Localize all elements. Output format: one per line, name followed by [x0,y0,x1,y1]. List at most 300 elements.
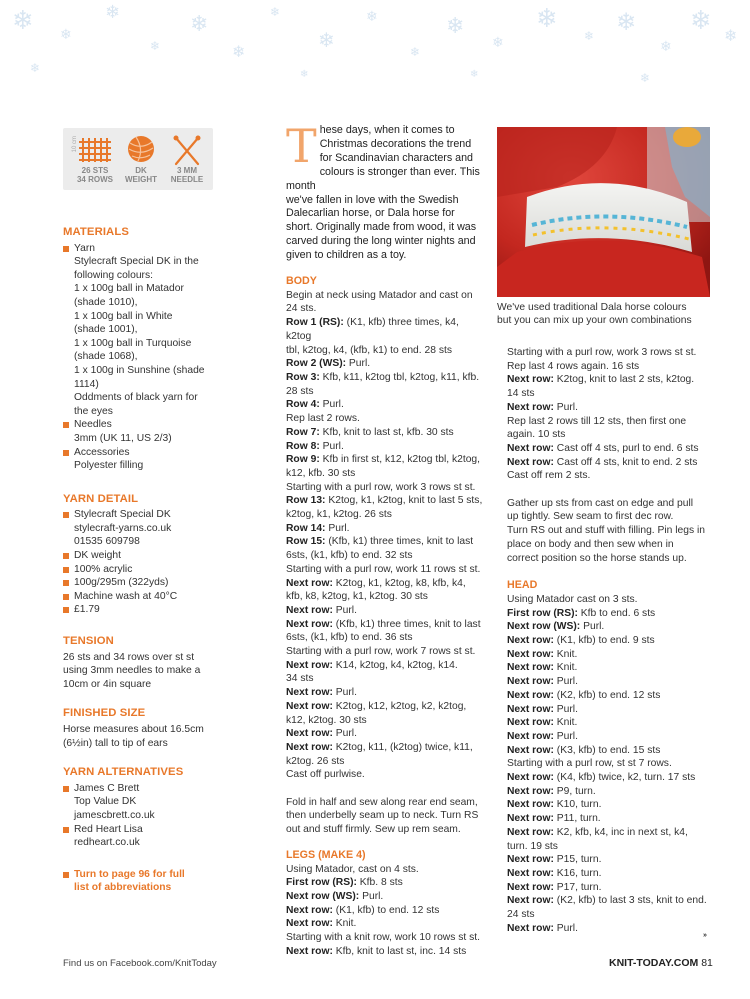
snowflake-icon: ❄ [640,71,651,85]
instruction-text: up tightly. Sew seam to first dec row. [507,511,674,523]
instruction-text: Kfb, knit to last st, inc. 14 sts [332,945,467,957]
instruction-row-label: Next row: [507,826,554,838]
instruction-text: Knit. [332,918,357,930]
instruction-text: turn. 19 sts [507,840,558,852]
instruction-row-label: Next row: [286,687,333,699]
head-instruction-line [507,894,712,908]
instruction-row-label: Row 1 (RS): [286,317,344,329]
instruction-row-label: Row 3: [286,371,320,383]
head-instructions [507,593,712,936]
body-instruction-line [286,618,484,632]
snowflake-icon: ❄ [318,28,335,52]
yarn-detail-item: 100% acrylic [63,563,223,577]
yarn-alternative-item: Red Heart Lisa [63,823,223,837]
snowflake-icon: ❄ [270,5,281,19]
snowflake-icon: ❄ [105,2,121,23]
instruction-text: K2tog, knit to last 2 sts, k2tog. [553,374,695,386]
yarn-alternative-item: James C Brett [63,782,223,796]
legs-instructions [286,863,484,959]
legs-continued-line [507,442,712,456]
instruction-row-label: Next row (WS): [286,890,360,902]
intro-line: Christmas decorations the trend [319,137,472,150]
footer-page-number: 81 [701,957,713,969]
instruction-text: 24 sts [507,909,535,921]
head-instruction-line [507,798,712,812]
snowflake-icon: ❄ [536,4,558,34]
instruction-text: 14 sts [507,388,535,400]
instruction-text: Starting with a purl row, work 11 rows st st. [286,563,481,575]
instruction-text: kfb, k8, k2tog, k1, k2tog. 30 sts [286,591,428,603]
instruction-row-label: Next row: [507,895,554,907]
head-instruction-line [507,840,712,854]
instruction-text: (K1, kfb) to end. 12 sts [332,904,440,916]
body-instruction-line [286,508,484,522]
instruction-row-label: Next row: [507,442,554,454]
instruction-row-label: Next row: [507,799,554,811]
footer-facebook: Find us on Facebook.com/KnitToday [63,958,217,969]
instruction-row-label: Next row: [507,635,554,647]
body-instruction-line [286,357,484,371]
instruction-row-label: Next row: [507,676,554,688]
instruction-text: Kfb, knit to last st, kfb. 30 sts [319,426,454,438]
instruction-text: tbl, k2tog, k4, (kfb, k1) to end. 28 sts [286,344,452,356]
instruction-text: (K2, kfb) to last 3 sts, knit to end. [553,895,707,907]
head-instruction-line [507,607,712,621]
instruction-row-label: Next row: [286,918,333,930]
instruction-text: P17, turn. [553,881,602,893]
yarn-line: 1114) [74,378,99,390]
yarn-alternatives-list [63,782,223,850]
head-instruction-line [507,757,712,771]
instruction-text: Purl. [332,604,357,616]
body-instruction-line [286,659,484,673]
instruction-row-label: Next row: [507,813,554,825]
instruction-text: correct position so the horse stands up. [507,552,687,564]
instruction-text: K16, turn. [553,868,602,879]
instruction-text: P11, turn. [553,813,601,825]
body-instruction-line [286,755,484,769]
head-instruction-line [507,908,712,922]
legs-continued-line [507,428,712,442]
legs-continued-line [507,346,712,360]
instruction-text: K2tog, k1, k2tog, knit to last 5 sts, [325,495,483,507]
body-instruction-line [286,645,484,659]
body-instruction-line [286,371,484,385]
instruction-text: Rep last 4 rows again. 16 sts [507,360,640,372]
yarn-detail-item: £1.79 [63,603,223,617]
instruction-text: Purl. [319,440,344,452]
body-instruction-line [286,316,484,343]
yarn-detail-item: Machine wash at 40°C [63,590,223,604]
instruction-text: Knit. [553,662,578,674]
yarn-alternative-item-detail: jamescbrett.co.uk [74,809,155,821]
footer-site: KNIT-TODAY.COM [609,957,699,969]
body-instruction-line [286,522,484,536]
instruction-row-label: Next row: [507,401,554,413]
intro-line: carved during the long winter nights and [286,235,476,248]
legs-continued-line [507,401,712,415]
body-instruction-line [286,686,484,700]
body-instruction-line [286,412,484,426]
tension-square-size-label: 10 cm [72,136,78,153]
body-instruction-line [286,700,484,714]
instruction-text: Cast off rem 2 sts. [507,470,591,482]
instruction-text: Purl. [553,676,578,688]
instruction-text: Cast off purlwise. [286,769,365,781]
yarn-alternative-item-detail: redheart.co.uk [74,837,140,849]
instruction-row-label: Next row: [507,730,554,742]
instruction-text: Fold in half and sew along rear end seam, [286,796,478,808]
materials-accessories-item: Accessories [63,446,223,460]
body-instruction-line [286,494,484,508]
instruction-row-label: Next row: [507,689,554,701]
body-instruction-line [286,782,484,796]
intro-paragraph [286,119,484,263]
head-instruction-line [507,853,712,867]
snowflake-icon: ❄ [12,6,34,36]
body-instruction-line [286,467,484,481]
head-instruction-line [507,730,712,744]
yarn-line: 1 x 100g in Sunshine (shade [74,364,205,376]
legs-instruction-line [286,863,484,877]
head-instruction-line [507,661,712,675]
instruction-text: K10, turn. [553,799,602,811]
instruction-row-label: Next row: [507,854,554,866]
footer-site-page [609,957,713,969]
instruction-text: Starting with a purl row, work 7 rows st st. [286,646,476,658]
snowflake-icon: ❄ [150,39,161,53]
tension-text [63,651,223,692]
middle-column [286,119,484,959]
yarn-line: (shade 1001), [74,324,138,336]
instruction-text: K2, kfb, k4, inc in next st, k4, [553,826,688,838]
instruction-text: k2tog, k1, k2tog. 26 sts [286,509,392,521]
legs-continued-line [507,497,712,511]
instruction-row-label: Row 7: [286,426,320,438]
head-instruction-line [507,634,712,648]
body-instruction-line [286,727,484,741]
instruction-text: Starting with a purl row, work 3 rows st st. [286,481,476,493]
materials-yarn-item: Yarn [63,242,223,256]
snowflake-icon: ❄ [470,69,479,80]
yarn-alternatives-heading: YARN ALTERNATIVES [63,766,184,779]
abbreviations-note: Turn to page 96 for full list of abbreviations [63,868,223,895]
materials-yarn-lines [63,255,223,418]
instruction-row-label: Row 13: [286,495,326,507]
intro-line: Dalecarlian horse, or Dala horse for [286,207,455,220]
instruction-text: then underbelly seam up to neck. Turn RS [286,810,479,822]
tension-stitch-label: 26 STS 34 ROWS [76,166,113,184]
yarn-line: Oddments of black yarn for [74,392,198,404]
legs-continued-line [507,415,712,429]
instruction-row-label: Row 4: [286,399,320,411]
intro-line: hese days, when it comes to [319,124,455,136]
snowflake-icon: ❄ [616,8,637,36]
instruction-row-label: Next row: [286,728,333,740]
instruction-text: out and stuff firmly. Sew up rem seam. [286,824,461,836]
body-instruction-line [286,672,484,686]
instruction-row-label: Next row (WS): [507,621,581,633]
head-instruction-line [507,620,712,634]
instruction-text: Starting with a purl row, work 3 rows st st. [507,347,697,358]
yarn-line: (shade 1010), [74,296,138,308]
body-instruction-line [286,604,484,618]
instruction-row-label: Next row: [507,868,554,879]
intro-line: for Scandinavian characters and [319,151,473,164]
head-instruction-line [507,771,712,785]
instruction-text: P9, turn. [553,785,596,797]
head-heading: HEAD [507,579,538,592]
legs-continued-line [507,483,712,497]
body-instructions [286,289,484,837]
instruction-row-label: Row 15: [286,536,326,548]
body-instruction-line [286,440,484,454]
instruction-row-label: First row (RS): [507,607,578,619]
body-instruction-line [286,344,484,358]
instruction-text: (K1, kfb) three times, k4, k2tog [286,317,459,342]
body-instruction-line [286,741,484,755]
instruction-text: Purl. [332,687,357,699]
snowflake-icon: ❄ [60,27,72,43]
instruction-text: Purl. [553,401,578,413]
right-column [507,346,712,936]
yarn-line: (shade 1068), [74,351,138,363]
head-instruction-line [507,744,712,758]
snowflake-icon: ❄ [660,39,672,55]
yarn-line: following colours: [74,269,153,281]
instruction-text: P15, turn. [553,854,602,866]
instruction-row-label: Next row: [507,881,554,893]
instruction-text: Using Matador cast on 3 sts. [507,593,638,605]
instruction-text: Kfb to end. 6 sts [577,607,656,619]
legs-instruction-line [286,904,484,918]
instruction-text: Cast off 4 sts, purl to end. 6 sts [553,442,699,454]
body-instruction-line [286,563,484,577]
legs-instruction-line [286,890,484,904]
body-instruction-line [286,714,484,728]
legs-instruction-line [286,876,484,890]
yarn-detail-item: 100g/295m (322yds) [63,576,223,590]
intro-line: colours is stronger than ever. This month [286,165,480,192]
yarn-line: Stylecraft Special DK in the [74,256,199,268]
instruction-text: K2tog, k1, k2tog, k8, kfb, k4, [332,577,466,589]
yarn-line: 1 x 100g ball in White [74,310,173,322]
body-instruction-line [286,398,484,412]
body-instruction-line [286,453,484,467]
yarn-alternative-item-detail: Top Value DK [74,796,137,808]
instruction-text: Purl. [332,728,357,740]
body-instruction-line [286,535,484,549]
snowflake-icon: ❄ [584,29,595,43]
instruction-text: Turn RS out and stuff with filling. Pin legs in [507,525,706,537]
tension-line: using 3mm needles to make a [63,665,201,677]
instruction-text: Purl. [553,730,578,742]
instruction-text: k2tog. 26 sts [286,755,345,767]
instruction-text: Gather up sts from cast on edge and pull [507,497,694,509]
instruction-text: Kfb. 8 sts [356,877,403,889]
materials-needles-detail: 3mm (UK 11, US 2/3) [74,432,172,444]
snowflake-icon: ❄ [446,14,465,39]
legs-continued-line [507,510,712,524]
size-line: (6½in) tall to tip of ears [63,737,168,749]
snowflake-icon: ❄ [410,45,421,59]
yarn-detail-item: Stylecraft Special DK [63,508,223,522]
instruction-text: (K2, kfb) to end. 12 sts [553,689,661,701]
tension-line: 26 sts and 34 rows over st st [63,651,195,663]
instruction-row-label: Next row: [507,717,554,729]
finished-size-text [63,723,223,750]
instruction-row-label: Next row: [507,785,554,797]
yarn-detail-heading: YARN DETAIL [63,492,139,505]
yarn-line: the eyes [74,405,113,417]
head-instruction-line [507,689,712,703]
yarn-ball-icon [121,134,161,169]
head-instruction-line [507,881,712,895]
instruction-row-label: Next row: [286,618,333,630]
instruction-row-label: Next row: [286,577,333,589]
yarn-line: 1 x 100g ball in Matador [74,283,184,295]
snowflake-header [0,0,750,90]
yarn-detail-list [63,508,223,617]
instruction-text: Starting with a purl row, st st 7 rows. [507,758,672,770]
legs-continued-line [507,538,712,552]
instruction-row-label: Next row: [507,744,554,756]
intro-line: short. Originally made from wood, it was [286,221,477,234]
snowflake-icon: ❄ [366,9,378,25]
instruction-row-label: Row 8: [286,440,320,452]
head-instruction-line [507,675,712,689]
finished-size-heading: FINISHED SIZE [63,707,146,720]
body-instruction-line [286,796,484,810]
instruction-text: Starting with a knit row, work 10 rows st st. [286,932,480,944]
legs-continued-line [507,524,712,538]
instruction-text: Kfb in first st, k12, k2tog tbl, k2tog, [319,454,481,466]
snowflake-icon: ❄ [30,61,41,75]
left-column [63,128,223,895]
body-instruction-line [286,590,484,604]
body-instruction-line [286,481,484,495]
instruction-text: Purl. [553,922,578,934]
size-line: Horse measures about 16.5cm [63,724,204,735]
instruction-text: (Kfb, k1) three times, knit to last [325,536,474,548]
end-mark: » [703,932,707,939]
instruction-text: 6sts, (k1, kfb) to end. 36 sts [286,632,413,644]
instruction-text: 6sts, (k1, kfb) to end. 32 sts [286,550,413,562]
snowflake-icon: ❄ [492,35,504,51]
snowflake-icon: ❄ [724,26,738,45]
instruction-text: (K4, kfb) twice, k2, turn. 17 sts [553,772,696,784]
instruction-text: Rep last 2 rows. [286,413,360,425]
instruction-text: again. 10 sts [507,429,566,441]
instruction-text: k12, k2tog. 30 sts [286,714,367,726]
instruction-text: (K3, kfb) to end. 15 sts [553,744,661,756]
materials-needles-item: Needles [63,418,223,432]
instruction-row-label: Next row: [286,700,333,712]
snowflake-icon: ❄ [690,6,712,36]
legs-continued-line [507,373,712,387]
instruction-row-label: Next row: [507,703,554,715]
instruction-row-label: Row 14: [286,522,326,534]
body-instruction-line [286,809,484,823]
instruction-row-label: Next row: [286,904,333,916]
legs-instruction-line [286,931,484,945]
body-instruction-line [286,549,484,563]
yarn-detail-item-detail: stylecraft-yarns.co.uk [74,522,172,534]
instruction-text: Kfb, k11, k2tog tbl, k2tog, k11, kfb. [319,371,480,383]
legs-continued-line [507,552,712,566]
body-instruction-line [286,426,484,440]
instruction-row-label: Next row: [286,945,333,957]
instruction-text: Knit. [553,648,578,660]
instruction-row-label: Next row: [507,922,554,934]
tension-info-panel [63,128,213,190]
weight-label: DK WEIGHT [125,166,157,184]
instruction-text: Begin at neck using Matador and cast on [286,289,473,301]
instruction-text: Rep last 2 rows till 12 sts, then first one [507,415,687,427]
tension-heading: TENSION [63,635,114,648]
instruction-text: Purl. [319,399,344,411]
yarn-line: 1 x 100g ball in Turquoise [74,337,192,349]
instruction-text: K2tog, k11, (k2tog) twice, k11, [332,741,473,753]
instruction-text: Using Matador, cast on 4 sts. [286,863,419,875]
instruction-text: Purl. [325,522,350,534]
instruction-row-label: Next row: [286,604,333,616]
materials-heading: MATERIALS [63,226,129,238]
instruction-row-label: First row (RS): [286,877,357,889]
body-instruction-line [286,631,484,645]
grid-icon [75,134,115,169]
body-instruction-line [286,289,484,303]
snowflake-icon: ❄ [300,69,309,80]
legs-continued-line [507,360,712,374]
instruction-row-label: Next row: [507,456,554,468]
instruction-text: Knit. [553,717,578,729]
instruction-text: Purl. [553,703,578,715]
instruction-text: K14, k2tog, k4, k2tog, k14. [332,659,458,671]
intro-line: given to children as a toy. [286,249,407,262]
dala-horse-photo [497,127,710,297]
body-instruction-line [286,768,484,782]
instruction-text: place on body and then sew when in [507,538,674,550]
legs-continued-line [507,387,712,401]
legs-heading: LEGS (MAKE 4) [286,848,366,861]
body-instruction-line [286,577,484,591]
instruction-row-label: Next row: [507,648,554,660]
snowflake-icon: ❄ [232,42,246,61]
instruction-text: 24 sts. [286,303,317,315]
head-instruction-line [507,867,712,881]
head-instruction-line [507,826,712,840]
yarn-detail-item-detail: 01535 609798 [74,536,140,548]
instruction-text: Cast off 4 sts, knit to end. 2 sts [553,456,698,468]
instruction-text: (K1, kfb) to end. 9 sts [553,635,655,647]
head-instruction-line [507,593,712,607]
legs-instruction-line [286,945,484,959]
yarn-detail-item: DK weight [63,549,223,563]
head-instruction-line [507,648,712,662]
instruction-text: K2tog, k12, k2tog, k2, k2tog, [332,700,467,712]
tension-line: 10cm or 4in square [63,678,152,690]
instruction-text: 28 sts [286,385,314,397]
snowflake-icon: ❄ [190,12,209,37]
instruction-text: Purl. [359,890,384,902]
needle-size-label: 3 MM NEEDLE [170,166,204,184]
head-instruction-line [507,703,712,717]
legs-continued-instructions [507,346,712,565]
photo-caption: We've used traditional Dala horse colours but you can mix up your own combinations [497,302,692,326]
legs-continued-line [507,456,712,470]
intro-line: we've fallen in love with the Swedish [286,193,459,206]
